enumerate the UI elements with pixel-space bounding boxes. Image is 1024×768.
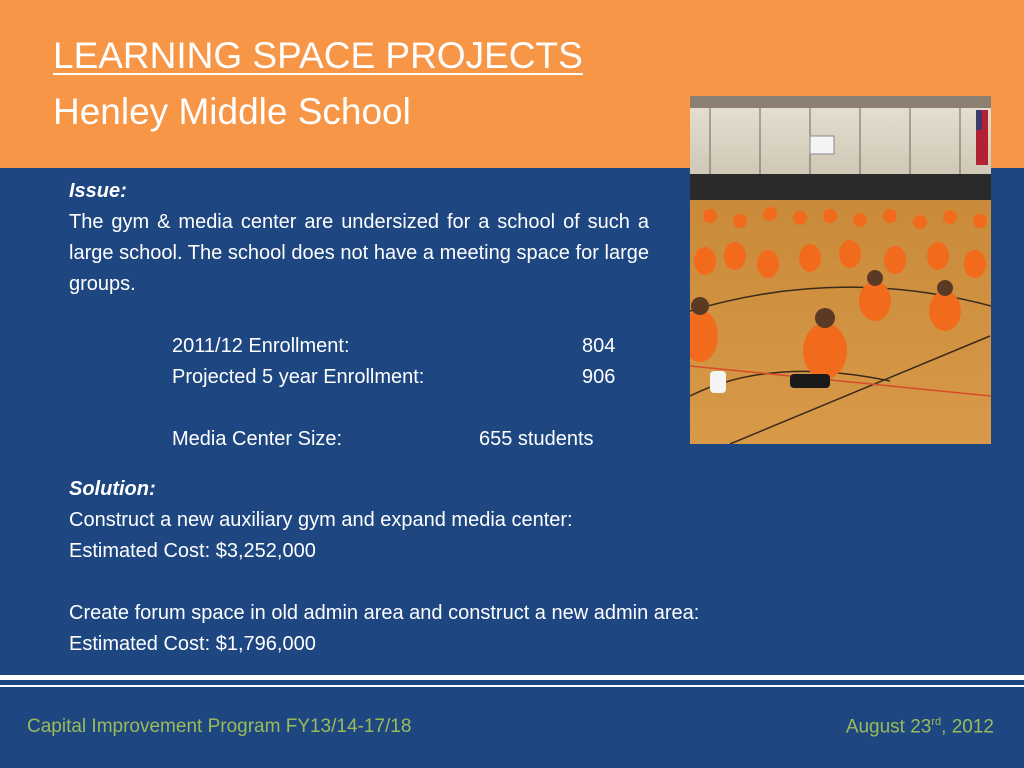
issue-section <box>69 176 649 455</box>
media-center-row <box>69 424 649 455</box>
issue-heading: Issue: <box>69 180 127 202</box>
footer-date-sup: rd <box>931 716 942 728</box>
solution-line: Construct a new auxiliary gym and expand media center: <box>69 509 573 531</box>
gymnasium-students-photo <box>690 96 991 444</box>
stat-label: 2011/12 Enrollment: <box>172 335 350 357</box>
stat-row <box>69 331 649 362</box>
footer-date <box>846 716 994 738</box>
stat-row <box>69 362 649 393</box>
media-center-label: Media Center Size: <box>172 428 343 450</box>
solution-line: Create forum space in old admin area and construct a new admin area: <box>69 602 700 624</box>
divider-thin <box>0 685 1024 687</box>
stat-value: 804 <box>582 335 616 357</box>
footer-program: Capital Improvement Program FY13/14-17/18 <box>27 716 412 737</box>
solution-heading: Solution: <box>69 478 156 500</box>
solution-cost: Estimated Cost: $1,796,000 <box>69 633 316 655</box>
footer-date-suffix: , 2012 <box>941 716 994 738</box>
slide-title: LEARNING SPACE PROJECTS <box>53 35 583 76</box>
solution-cost: Estimated Cost: $3,252,000 <box>69 540 316 562</box>
divider-thick <box>0 675 1024 680</box>
slide-subtitle: Henley Middle School <box>53 91 411 132</box>
stat-value: 906 <box>582 366 616 388</box>
solution-section <box>69 474 869 660</box>
footer-date-prefix: August 23 <box>845 716 932 738</box>
issue-text: The gym & media center are undersized for a school of such a large school. The school does not have a meeting space for large groups. <box>69 211 649 295</box>
stat-label: Projected 5 year Enrollment: <box>172 366 425 388</box>
media-center-value: 655 students <box>479 428 594 450</box>
